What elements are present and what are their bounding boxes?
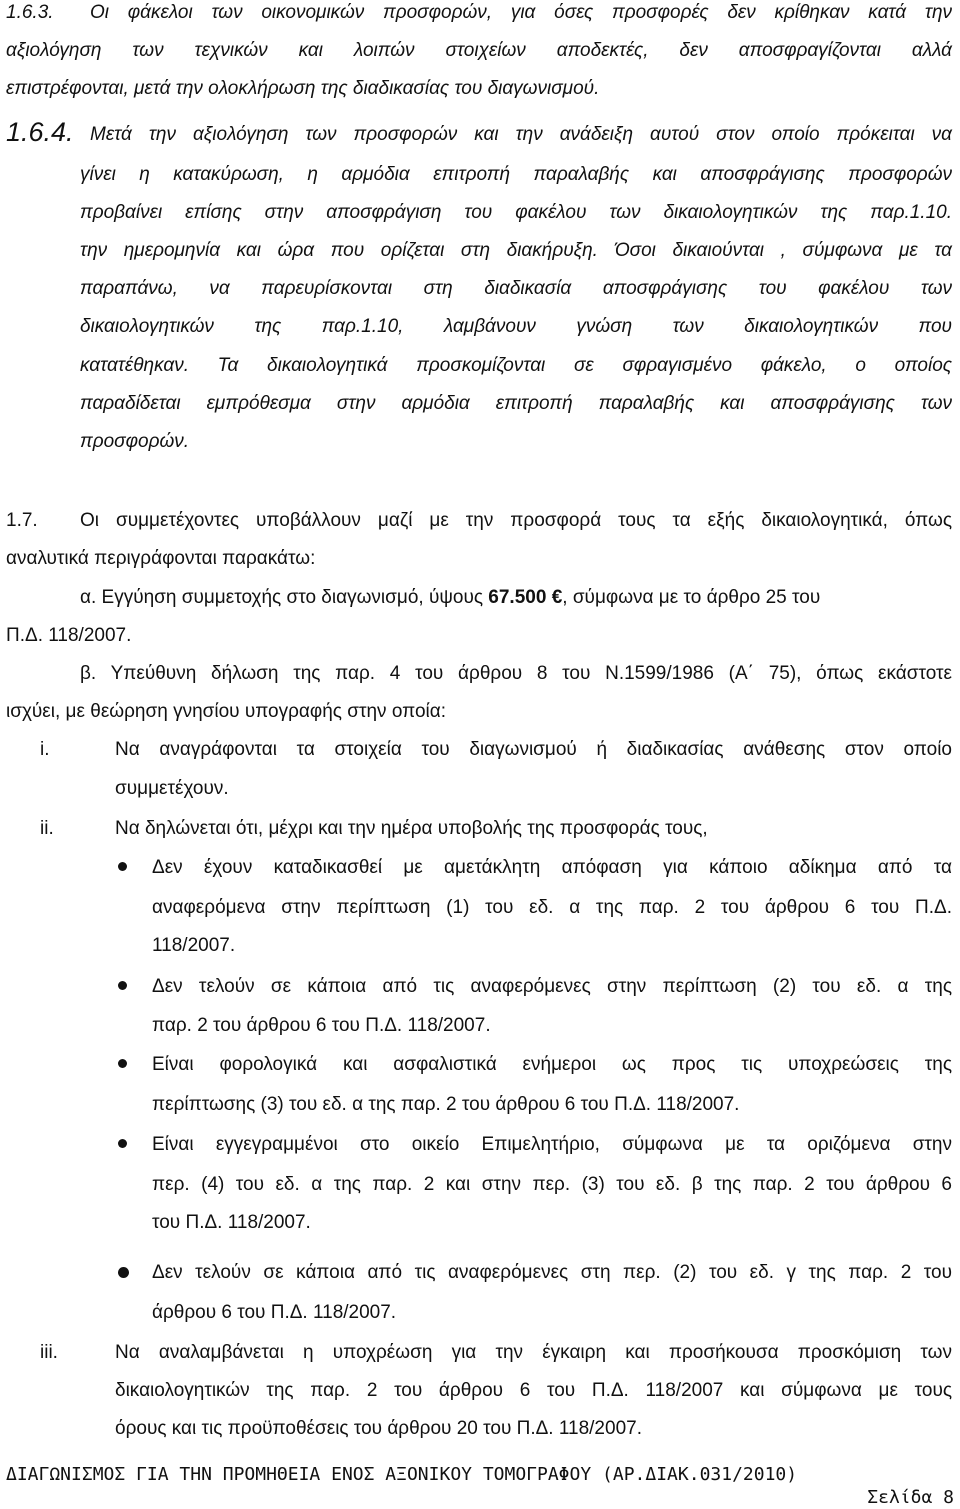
- item-a-line: [80, 587, 820, 609]
- paragraph-line: ισχύει, με θεώρηση γνησίου υπογραφής στην οποία:: [6, 701, 447, 722]
- paragraph-line: δικαιολογητικών της παρ. 2 του άρθρου 6 του Π.Δ. 118/2007 και σύμφωνα με τους: [115, 1380, 952, 1401]
- paragraph-line: Οι φάκελοι των οικονομικών προσφορών, για όσες προσφορές δεν κρίθηκαν κατά την: [90, 2, 952, 23]
- paragraph-line: παραδίδεται εμπρόθεσμα στην αρμόδια επιτροπή παραλαβής και αποσφράγισης των: [80, 393, 952, 414]
- item-a-text-cont: , σύμφωνα με το άρθρο 25 του: [562, 587, 821, 608]
- paragraph-line: αναφερόμενα στην περίπτωση (1) του εδ. α της παρ. 2 του άρθρου 6 του Π.Δ.: [152, 897, 952, 918]
- section-number-1-7: 1.7.: [6, 510, 38, 531]
- paragraph-line: Μετά την αξιολόγηση των προσφορών και την ανάδειξη αυτού στον οποίο πρόκειται να: [90, 124, 952, 145]
- paragraph-line: Να αναγράφονται τα στοιχεία του διαγωνισμού ή διαδικασίας ανάθεσης στον οποίο: [115, 739, 952, 760]
- guarantee-amount: 67.500: [488, 587, 552, 608]
- page-number: Σελίδα 8: [867, 1487, 954, 1508]
- section-number-1-6-3: 1.6.3.: [6, 2, 54, 23]
- list-number-ii: ii.: [40, 818, 54, 839]
- paragraph-line: παρ. 2 του άρθρου 6 του Π.Δ. 118/2007.: [152, 1015, 491, 1036]
- paragraph-line: Να αναλαμβάνεται η υποχρέωση για την έγκαιρη και προσήκουσα προσκόμιση των: [115, 1342, 952, 1363]
- paragraph-line: Οι συμμετέχοντες υποβάλλουν μαζί με την προσφορά τους τα εξής δικαιολογητικά, όπως: [80, 510, 952, 531]
- bullet-icon: [118, 1059, 127, 1068]
- paragraph-line: την ημερομηνία και ώρα που ορίζεται στη διακήρυξη. Όσοι δικαιούνται , σύμφωνα με τα: [80, 240, 952, 261]
- footer-title: ΔΙΑΓΩΝΙΣΜΟΣ ΓΙΑ ΤΗΝ ΠΡΟΜΗΘΕΙΑ ΕΝΟΣ ΑΞΟΝΙΚΟΥ ΤΟΜΟΓΡΑΦΟΥ (ΑΡ.ΔΙΑΚ.031/2010): [6, 1464, 798, 1485]
- paragraph-line: επιστρέφονται, μετά την ολοκλήρωση της διαδικασίας του διαγωνισμού.: [6, 78, 600, 99]
- paragraph-line: αξιολόγηση των τεχνικών και λοιπών στοιχείων αποδεκτές, δεν αποσφραγίζονται αλλά: [6, 40, 952, 61]
- paragraph-line: Είναι εγγεγραμμένοι στο οικείο Επιμελητήριο, σύμφωνα με τα οριζόμενα στην: [152, 1134, 952, 1155]
- bullet-icon: [118, 862, 127, 871]
- section-number-1-6-4: 1.6.4.: [6, 117, 74, 147]
- paragraph-line: Π.Δ. 118/2007.: [6, 625, 132, 646]
- paragraph-line: Δεν τελούν σε κάποια από τις αναφερόμενες στην περίπτωση (2) του εδ. α της: [152, 976, 952, 997]
- paragraph-line: αναλυτικά περιγράφονται παρακάτω:: [6, 548, 316, 569]
- paragraph-line: άρθρου 6 του Π.Δ. 118/2007.: [152, 1302, 397, 1323]
- item-a-text: α. Εγγύηση συμμετοχής στο διαγωνισμό, ύψους: [80, 587, 489, 608]
- paragraph-line: περίπτωσης (3) του εδ. α της παρ. 2 του άρθρου 6 του Π.Δ. 118/2007.: [152, 1094, 740, 1115]
- list-number-iii: iii.: [40, 1342, 58, 1363]
- item-b-line: β. Υπεύθυνη δήλωση της παρ. 4 του άρθρου 8 του Ν.1599/1986 (Α΄ 75), όπως εκάστοτε: [80, 663, 952, 684]
- paragraph-line: περ. (4) του εδ. α της παρ. 2 και στην περ. (3) του εδ. β της παρ. 2 του άρθρου 6: [152, 1174, 952, 1195]
- paragraph-line: κατατέθηκαν. Τα δικαιολογητικά προσκομίζονται σε σφραγισμένο φάκελο, ο οποίος: [80, 355, 952, 376]
- paragraph-line: προσφορών.: [80, 431, 190, 452]
- paragraph-line: Να δηλώνεται ότι, μέχρι και την ημέρα υποβολής της προσφοράς τους,: [115, 818, 708, 839]
- paragraph-line: παραπάνω, να παρευρίσκονται στη διαδικασία αποσφράγισης του φακέλου των: [80, 278, 952, 299]
- paragraph-line: συμμετέχουν.: [115, 778, 229, 799]
- bullet-icon: [118, 1139, 127, 1148]
- paragraph-line: 118/2007.: [152, 935, 236, 956]
- paragraph-line: Είναι φορολογικά και ασφαλιστικά ενήμεροι ως προς τις υποχρεώσεις της: [152, 1054, 952, 1075]
- paragraph-line: του Π.Δ. 118/2007.: [152, 1212, 311, 1233]
- paragraph-line: δικαιολογητικών της παρ.1.10, λαμβάνουν γνώση των δικαιολογητικών που: [80, 316, 952, 337]
- paragraph-line: Δεν έχουν καταδικασθεί με αμετάκλητη απόφαση για κάποιο αδίκημα από τα: [152, 857, 952, 878]
- paragraph-line: όρους και τις προϋποθέσεις του άρθρου 20 του Π.Δ. 118/2007.: [115, 1418, 642, 1439]
- bullet-icon: [118, 981, 127, 990]
- list-number-i: i.: [40, 739, 50, 760]
- bullet-icon: [118, 1267, 129, 1278]
- paragraph-line: γίνει η κατακύρωση, η αρμόδια επιτροπή παραλαβής και αποσφράγισης προσφορών: [80, 164, 952, 185]
- paragraph-line: Δεν τελούν σε κάποια από τις αναφερόμενες στη περ. (2) του εδ. γ της παρ. 2 του: [152, 1262, 952, 1283]
- paragraph-line: προβαίνει επίσης στην αποσφράγιση του φακέλου των δικαιολογητικών της παρ.1.10.: [80, 202, 952, 223]
- euro-sign: €: [551, 587, 563, 608]
